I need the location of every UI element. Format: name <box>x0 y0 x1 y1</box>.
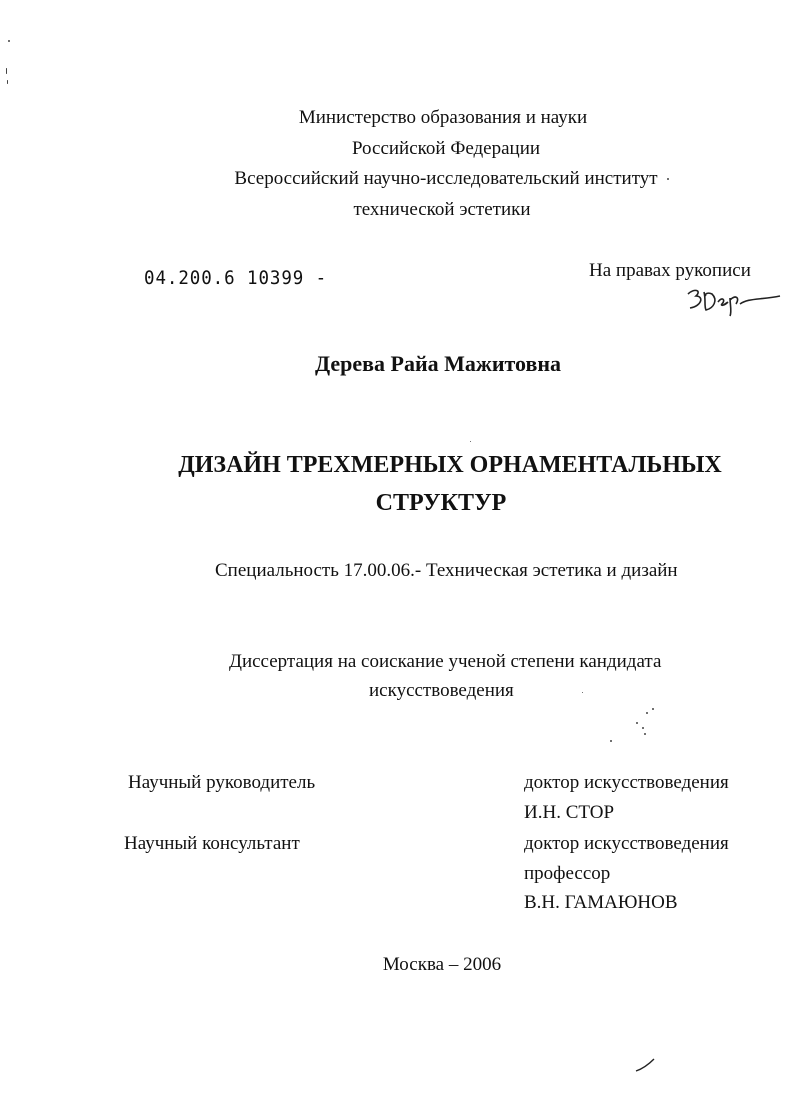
handwritten-signature-icon <box>684 282 784 318</box>
archive-number: 04.200.6 10399 - <box>144 267 328 289</box>
specialty: Специальность 17.00.06.- Техническая эстетика и дизайн <box>215 560 678 581</box>
ministry-line: Министерство образования и науки <box>298 107 588 128</box>
institute-line: Всероссийский научно-исследовательский институт <box>234 168 658 189</box>
federation-line: Российской Федерации <box>351 138 541 159</box>
consultant-role: Научный консультант <box>124 833 300 854</box>
institute-subline: технической эстетики <box>353 199 531 220</box>
consultant-title: профессор <box>524 863 611 884</box>
check-mark-icon <box>634 1057 656 1073</box>
dissertation-type-line2: искусствоведения <box>369 680 514 701</box>
manuscript-rights: На правах рукописи <box>589 260 751 281</box>
city-year: Москва – 2006 <box>382 954 502 975</box>
consultant-name: В.Н. ГАМАЮНОВ <box>524 892 678 913</box>
supervisor-role: Научный руководитель <box>128 772 316 793</box>
author-name: Дерева Райа Мажитовна <box>314 351 562 376</box>
dissertation-title-line1: ДИЗАЙН ТРЕХМЕРНЫХ ОРНАМЕНТАЛЬНЫХ <box>178 452 722 478</box>
consultant-degree: доктор искусствоведения <box>524 833 729 854</box>
supervisor-name: И.Н. СТОР <box>524 802 615 823</box>
dissertation-title-line2: СТРУКТУР <box>375 490 507 516</box>
dissertation-type-line1: Диссертация на соискание ученой степени кандидата <box>229 651 662 672</box>
supervisor-degree: доктор искусствоведения <box>524 772 729 793</box>
archive-number-text: 04.200.6 10399 <box>144 267 305 289</box>
